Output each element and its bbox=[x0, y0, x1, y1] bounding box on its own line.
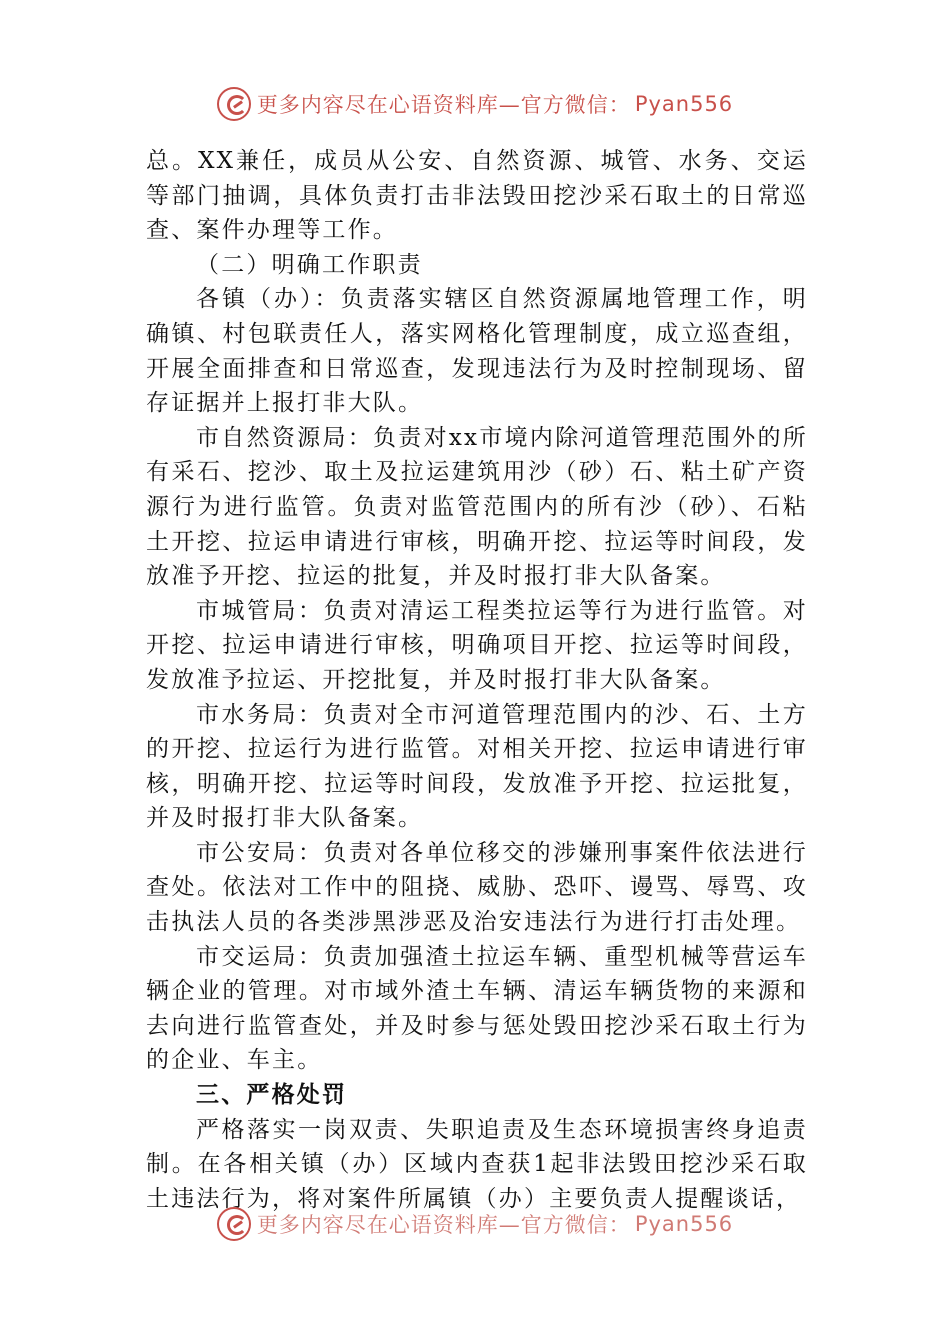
watermark-wechat-id: Pyan556 bbox=[634, 1212, 734, 1236]
paragraph-continuation: 总。XX兼任，成员从公安、自然资源、城管、水务、交运等部门抽调，具体负责打击非法毁田挖沙采石取土的日常巡查、案件办理等工作。 bbox=[146, 148, 808, 244]
watermark-text: 更多内容尽在心语资料库—官方微信： bbox=[256, 1213, 631, 1237]
section-heading-penalties: 三、严格处罚 bbox=[196, 1082, 348, 1109]
paragraph-transport: 市交运局：负责加强渣土拉运车辆、重型机械等营运车辆企业的管理。对市域外渣土车辆、清运车辆货物的来源和去向进行监管查处，并及时参与惩处毁田挖沙采石取土行为的企业、车主。 bbox=[146, 943, 808, 1074]
heart-pen-logo-icon bbox=[217, 87, 251, 121]
paragraph-public-security: 市公安局：负责对各单位移交的涉嫌刑事案件依法进行查处。依法对工作中的阻挠、威胁、恐吓、谩骂、辱骂、攻击执法人员的各类涉黑涉恶及治安违法行为进行打击处理。 bbox=[146, 839, 808, 936]
watermark-header bbox=[0, 84, 950, 124]
paragraph-towns: 各镇（办）：负责落实辖区自然资源属地管理工作，明确镇、村包联责任人，落实网格化管理制度，成立巡查组，开展全面排查和日常巡查，发现违法行为及时控制现场、留存证据并上报打非大队。 bbox=[146, 286, 808, 417]
paragraph-penalties: 严格落实一岗双责、失职追责及生态环境损害终身追责制。在各相关镇（办）区域内查获1起非法毁田挖沙采石取土违法行为，将对案件所属镇（办）主要负责人提醒谈话， bbox=[146, 1116, 808, 1212]
subheading-duties: （二）明确工作职责 bbox=[196, 251, 423, 278]
paragraph-urban-management: 市城管局：负责对清运工程类拉运等行为进行监管。对开挖、拉运申请进行审核，明确项目开挖、拉运等时间段，发放准予拉运、开挖批复，并及时报打非大队备案。 bbox=[146, 597, 808, 693]
watermark-text: 更多内容尽在心语资料库—官方微信： bbox=[256, 93, 631, 117]
watermark-wechat-id: Pyan556 bbox=[634, 92, 734, 116]
paragraph-water-affairs: 市水务局：负责对全市河道管理范围内的沙、石、土方的开挖、拉运行为进行监管。对相关开挖、拉运申请进行审核，明确开挖、拉运等时间段，发放准予开挖、拉运批复，并及时报打非大队备案。 bbox=[146, 701, 808, 832]
paragraph-natural-resources: 市自然资源局：负责对xx市境内除河道管理范围外的所有采石、挖沙、取土及拉运建筑用沙（砂）石、粘土矿产资源行为进行监管。负责对监管范围内的所有沙（砂）、石粘土开挖、拉运申请进行审核，明确开挖、拉运等时间段，发放准予开挖、拉运的批复，并及时报打非大队备案。 bbox=[146, 424, 808, 590]
watermark-footer bbox=[0, 1204, 950, 1244]
document-body bbox=[146, 144, 808, 1216]
heart-pen-logo-icon bbox=[217, 1207, 251, 1241]
